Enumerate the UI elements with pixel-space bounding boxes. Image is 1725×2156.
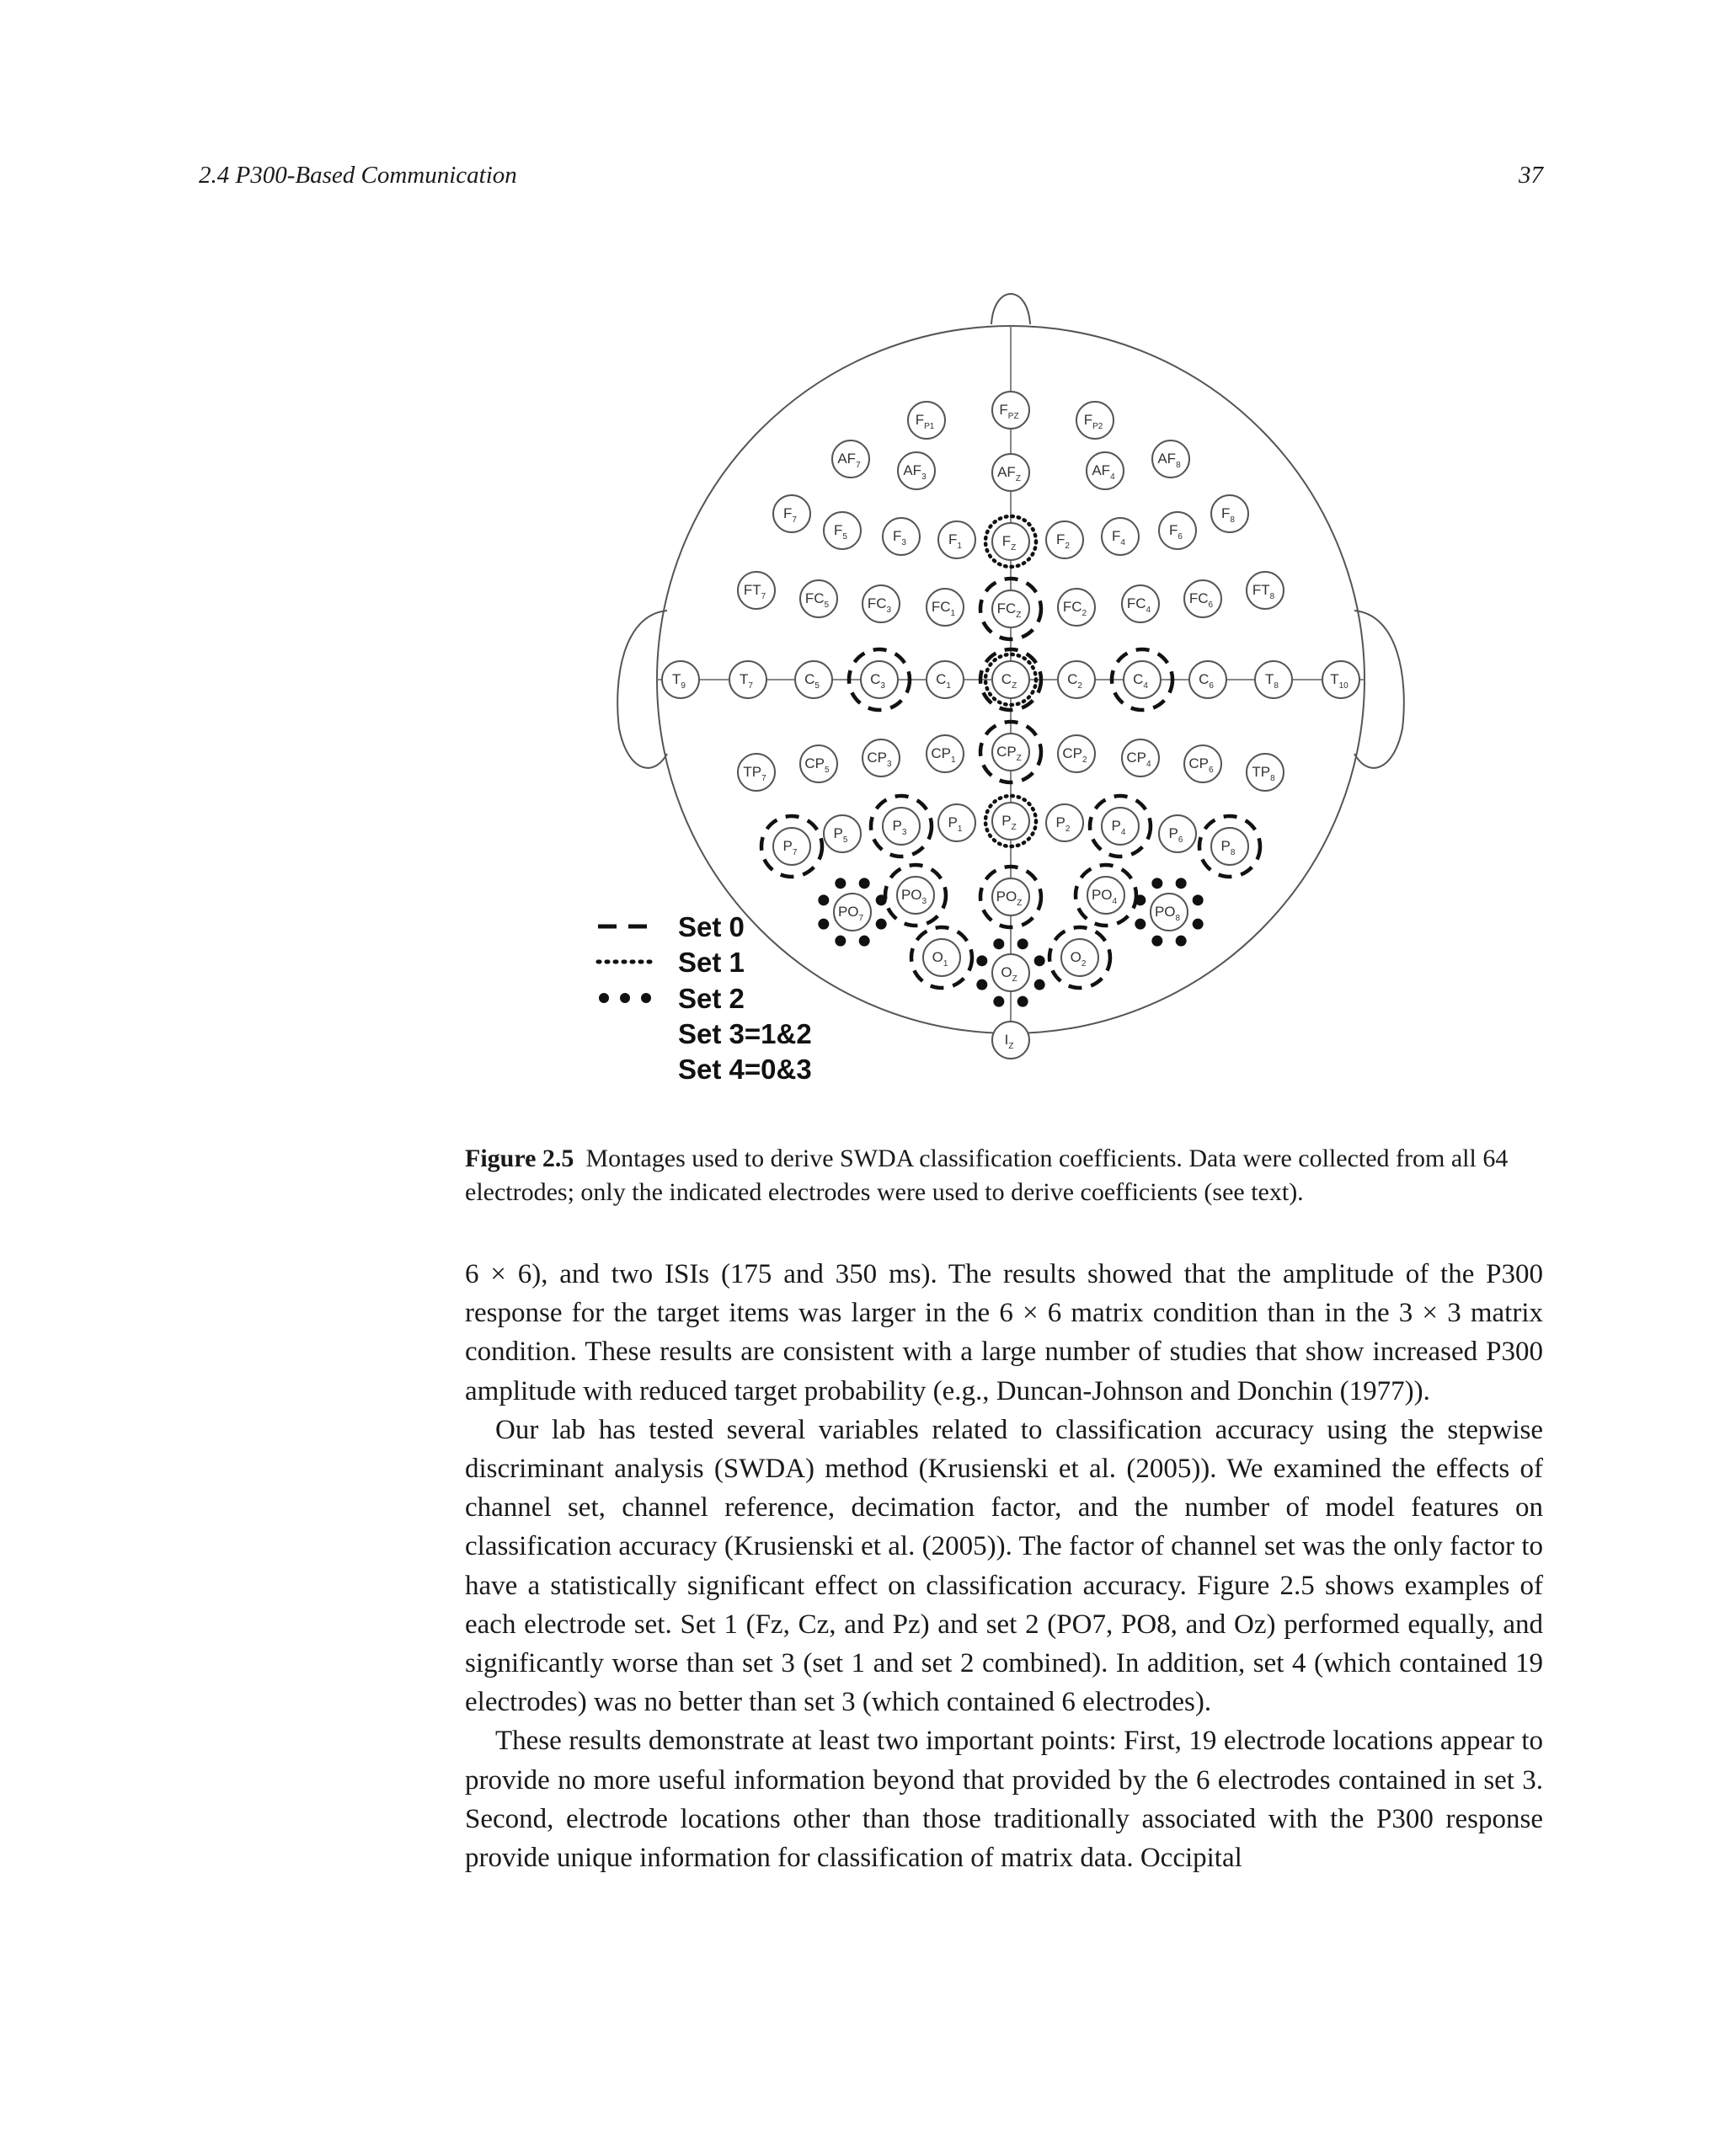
figure-caption [465,1142,1543,1209]
electrode-p4 [1102,808,1139,845]
caption-text: Montages used to derive SWDA classification coefficients. Data were collected from all 64 electrodes; only the indicated electrodes were used to derive coefficients (see text). [465,1145,1509,1206]
electrode-fc3 [862,585,900,622]
electrode-oz [992,954,1029,991]
electrode-afz [992,454,1029,491]
electrode-fz [992,523,1029,560]
electrode-label: $F_3$ [893,528,906,547]
legend-set1: Set 1 [678,947,745,978]
electrode-label: $T_9$ [672,671,686,691]
electrode-f6 [1159,512,1196,549]
electrode-label: $CP_4$ [1126,750,1151,769]
electrode-label: $CP_3$ [867,750,892,769]
electrode-label: $P_5$ [833,825,848,845]
electrode-p3 [883,808,920,845]
electrode-label: $TP_8$ [1252,764,1275,783]
electrode-label: $P_1$ [948,814,963,834]
electrode-poz [992,878,1029,915]
electrode-f4 [1102,518,1139,555]
electrode-fc1 [927,589,964,626]
electrode-f7 [773,495,810,532]
electrode-label: $F_{P1}$ [915,412,935,431]
electrode-ft7 [738,572,775,609]
electrode-af8 [1152,440,1189,478]
legend-set3: Set 3=1&2 [678,1018,812,1049]
electrode-fp2 [1076,402,1114,439]
electrode-af3 [898,452,935,489]
electrode-label: $P_4$ [1111,818,1126,837]
electrode-label: $TP_7$ [743,764,766,783]
electrode-label: $P_Z$ [1001,813,1017,832]
electrode-label: $CP_2$ [1062,745,1087,765]
electrode-t10 [1322,661,1359,698]
electrode-label: $PO_Z$ [996,889,1023,908]
electrode-label: $P_2$ [1055,814,1071,834]
electrode-fcz [992,590,1029,627]
electrode-fc2 [1058,589,1095,626]
electrode-p2 [1046,804,1083,841]
electrode-label: $F_{P2}$ [1083,412,1103,431]
electrode-po3 [897,877,934,914]
electrode-cp5 [800,745,837,782]
electrode-cz [992,661,1029,698]
electrode-label: $CP_1$ [931,745,956,765]
electrode-label: $FC_3$ [867,595,892,615]
electrode-label: $C_4$ [1133,671,1148,691]
electrode-cp2 [1058,735,1095,772]
electrode-label: $FC_1$ [931,599,956,618]
electrode-label: $F_2$ [1056,531,1070,551]
electrode-label: $FT_7$ [743,582,766,601]
electrode-ft8 [1247,572,1284,609]
electrode-label: $T_7$ [740,671,753,691]
electrode-label: $F_4$ [1112,528,1125,547]
electrode-af4 [1087,452,1124,489]
electrode-fpz [992,392,1029,429]
electrode-label: $O_1$ [932,949,948,969]
electrode-label: $T_8$ [1265,671,1279,691]
legend-set2: Set 2 [678,983,745,1014]
electrode-t9 [662,661,699,698]
electrode-cp6 [1184,745,1221,782]
electrode-p8 [1211,828,1248,865]
electrode-pz [992,803,1029,840]
electrode-label: $C_3$ [870,671,885,691]
electrode-label: $F_1$ [948,531,962,551]
electrode-fc5 [800,580,837,617]
electrode-f3 [883,518,920,555]
electrode-cpz [992,734,1029,771]
electrode-c1 [927,661,964,698]
electrode-f1 [938,521,975,558]
electrode-po4 [1087,877,1124,914]
body-text [465,1255,1543,1877]
figure-label: Figure 2.5 [465,1145,574,1172]
electrode-label: $AF_3$ [903,462,927,482]
electrode-fc6 [1184,580,1221,617]
electrode-iz [992,1022,1029,1059]
electrode-label: $F_Z$ [1001,533,1017,552]
electrode-af7 [832,440,869,478]
section-title: 2.4 P300-Based Communication [199,162,517,189]
legend-set4: Set 4=0&3 [678,1054,812,1082]
electrode-label: $CP_5$ [804,755,830,775]
legend-set2-swatch [599,993,651,1003]
electrode-label: $F_7$ [783,505,797,525]
electrode-label: $T_{10}$ [1330,671,1348,691]
electrode-label: $P_6$ [1168,825,1183,845]
electrode-label: $CP_Z$ [996,744,1022,763]
electrode-label: $P_7$ [782,838,798,857]
electrode-label: $O_Z$ [1001,964,1017,984]
electrode-label: $CP_6$ [1188,755,1214,775]
electrode-label: $AF_4$ [1092,462,1115,482]
electrode-label: $F_8$ [1221,505,1235,525]
electrode-f2 [1046,521,1083,558]
electrode-cp4 [1122,739,1159,776]
electrode-montage-figure [581,274,1457,1082]
electrode-fp1 [908,402,945,439]
electrode-label: $C_Z$ [1001,671,1017,691]
electrode-label: $AF_8$ [1157,451,1181,470]
electrode-label: $O_2$ [1070,949,1087,969]
electrode-t7 [729,661,766,698]
electrode-c2 [1058,661,1095,698]
electrode-label: $FC_4$ [1126,595,1151,615]
electrode-label: $P_8$ [1220,838,1236,857]
paragraph-3: These results demonstrate at least two important points: First, 19 electrode locations appear to provide no more useful information beyond that provided by the 6 electrodes contained in set 3. Second, electrode locations other than those traditionally associated with the P300 response provide unique information for classification of matrix data. Occipital [465,1726,1543,1874]
electrode-label: $FC_2$ [1062,599,1087,618]
electrode-o1 [923,939,960,976]
electrode-label: $C_6$ [1199,671,1214,691]
electrode-p7 [773,828,810,865]
electrode-label: $F_6$ [1169,522,1183,542]
electrode-label: $FC_6$ [1188,590,1214,610]
electrode-label: $PO_8$ [1154,904,1181,923]
electrode-label: $C_5$ [804,671,820,691]
electrode-p6 [1159,815,1196,852]
electrode-fc4 [1122,585,1159,622]
electrode-label: $P_3$ [892,818,907,837]
electrode-label: $C_2$ [1067,671,1082,691]
electrode-o2 [1061,939,1098,976]
electrode-po8 [1151,894,1188,931]
electrode-po7 [834,894,871,931]
paragraph-1: 6 × 6), and two ISIs (175 and 350 ms). The results showed that the amplitude of the P300 response for the target items was larger in the 6 × 6 matrix condition than in the 3 × 3 matrix condition. These results are consistent with a large number of studies that show increased P300 amplitude with reduced target probability (e.g., Duncan-Johnson and Donchin (1977)). [465,1259,1543,1406]
electrode-label: $F_5$ [834,522,847,542]
electrode-c6 [1189,661,1226,698]
paragraph-2: Our lab has tested several variables related to classification accuracy using the stepwise discriminant analysis (SWDA) method (Krusienski et al. (2005)). We examined the effects of channel set, channel reference, decimation factor, and the number of model features on classification accuracy (Krusienski et al. (2005)). The factor of channel set was the only factor to have a statistically significant effect on classification accuracy. Figure 2.5 shows examples of each electrode set. Set 1 (Fz, Cz, and Pz) and set 2 (PO7, PO8, and Oz) performed equally, and significantly worse than set 3 (set 1 and set 2 combined). In addition, set 4 (which contained 19 electrodes) was no better than set 3 (which contained 6 electrodes). [465,1414,1543,1718]
electrode-label: $FC_5$ [804,590,830,610]
electrode-label: $PO_4$ [1091,887,1118,906]
electrode-cp1 [927,735,964,772]
electrode-label: $PO_7$ [837,904,864,923]
electrode-c4 [1124,661,1161,698]
electrode-label: $AF_7$ [837,451,861,470]
electrode-c5 [795,661,832,698]
electrode-label: $AF_Z$ [997,464,1021,483]
electrode-tp8 [1247,754,1284,791]
electrode-label: $F_{PZ}$ [999,402,1019,421]
electrode-label: $C_1$ [936,671,951,691]
electrode-label: $FT_8$ [1252,582,1275,601]
electrode-f5 [824,512,861,549]
electrode-t8 [1255,661,1292,698]
electrode-c3 [861,661,898,698]
electrode-label: $I_Z$ [1004,1032,1014,1051]
electrode-cp3 [862,739,900,776]
electrode-p1 [938,804,975,841]
page-number: 37 [1519,162,1543,189]
legend-set0: Set 0 [678,911,745,942]
electrode-f8 [1211,495,1248,532]
electrode-p5 [824,815,861,852]
electrode-label: $PO_3$ [900,887,927,906]
electrode-tp7 [738,754,775,791]
electrode-label: $FC_Z$ [996,600,1022,620]
